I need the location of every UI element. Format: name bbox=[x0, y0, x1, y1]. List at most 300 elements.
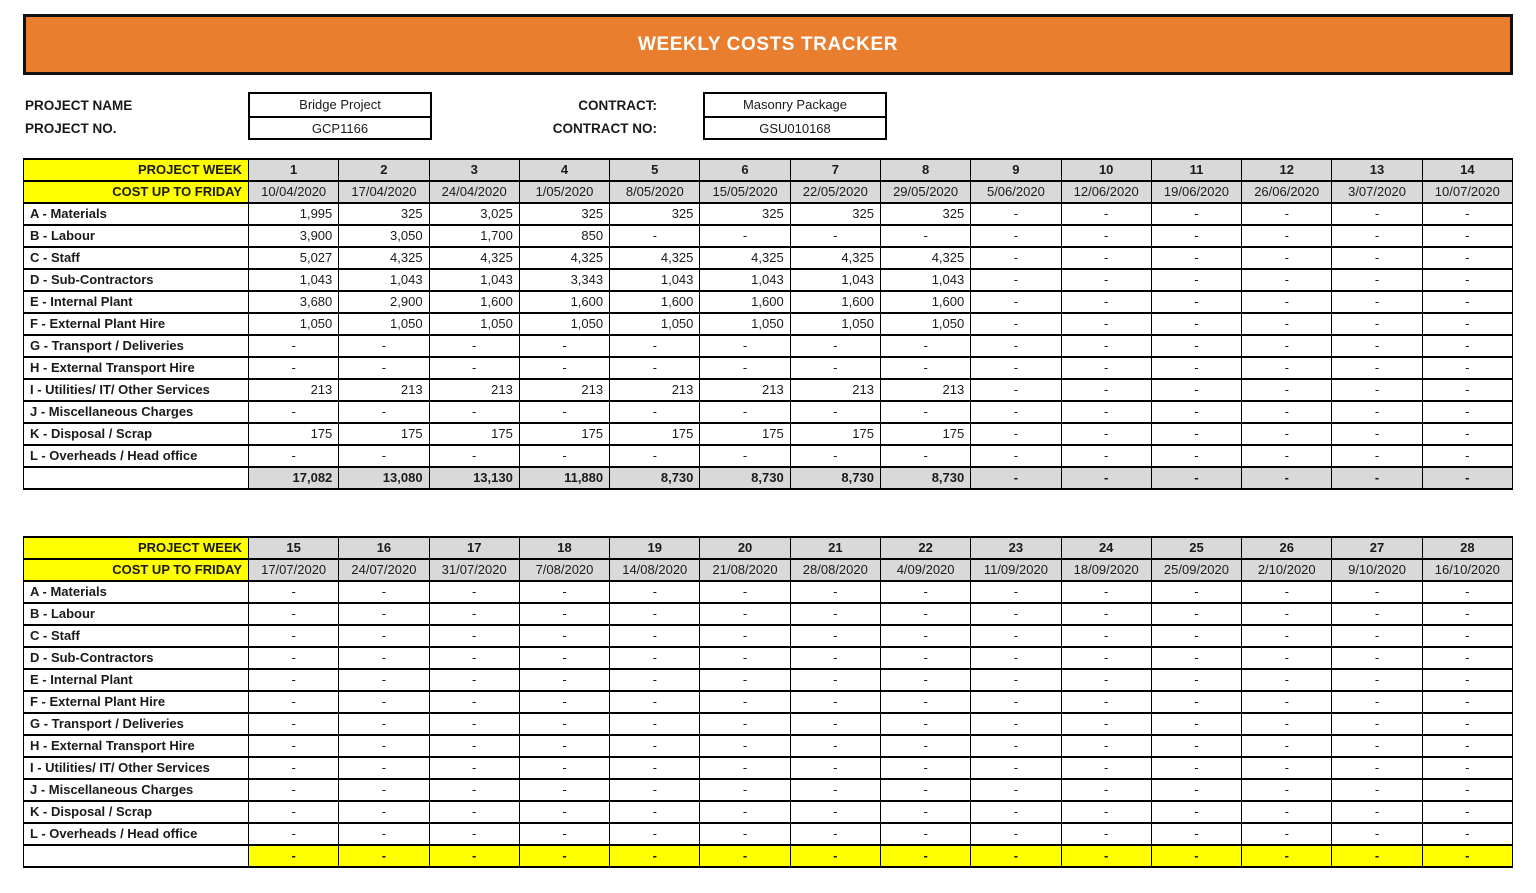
cost-value-cell[interactable]: - bbox=[971, 269, 1061, 291]
cost-value-cell[interactable]: 1,050 bbox=[700, 313, 790, 335]
cost-value-cell[interactable]: - bbox=[1061, 423, 1151, 445]
cost-value-cell[interactable]: 1,043 bbox=[339, 269, 429, 291]
cost-value-cell[interactable]: - bbox=[249, 669, 339, 691]
cost-value-cell[interactable]: 1,050 bbox=[519, 313, 609, 335]
cost-value-cell[interactable]: - bbox=[519, 691, 609, 713]
cost-value-cell[interactable]: 1,043 bbox=[249, 269, 339, 291]
cost-value-cell[interactable]: - bbox=[1242, 313, 1332, 335]
cost-value-cell[interactable]: - bbox=[1332, 779, 1422, 801]
cost-value-cell[interactable]: - bbox=[610, 801, 700, 823]
cost-value-cell[interactable]: 1,600 bbox=[880, 291, 970, 313]
cost-value-cell[interactable]: - bbox=[1151, 757, 1241, 779]
cost-value-cell[interactable]: - bbox=[880, 757, 970, 779]
cost-value-cell[interactable]: - bbox=[1242, 445, 1332, 467]
cost-value-cell[interactable]: - bbox=[1061, 313, 1151, 335]
cost-value-cell[interactable]: - bbox=[1242, 801, 1332, 823]
cost-value-cell[interactable]: - bbox=[339, 801, 429, 823]
cost-value-cell[interactable]: - bbox=[790, 779, 880, 801]
cost-value-cell[interactable]: - bbox=[971, 801, 1061, 823]
cost-value-cell[interactable]: - bbox=[971, 379, 1061, 401]
cost-value-cell[interactable]: - bbox=[1422, 357, 1512, 379]
cost-value-cell[interactable]: - bbox=[1061, 247, 1151, 269]
cost-value-cell[interactable]: - bbox=[519, 401, 609, 423]
cost-value-cell[interactable]: - bbox=[1332, 581, 1422, 603]
cost-value-cell[interactable]: - bbox=[610, 225, 700, 247]
cost-value-cell[interactable]: 213 bbox=[339, 379, 429, 401]
cost-value-cell[interactable]: - bbox=[1422, 225, 1512, 247]
cost-value-cell[interactable]: - bbox=[339, 691, 429, 713]
cost-value-cell[interactable]: - bbox=[880, 669, 970, 691]
cost-value-cell[interactable]: 325 bbox=[790, 203, 880, 225]
cost-value-cell[interactable]: - bbox=[1332, 625, 1422, 647]
cost-value-cell[interactable]: - bbox=[429, 401, 519, 423]
cost-value-cell[interactable]: - bbox=[429, 625, 519, 647]
cost-value-cell[interactable]: 213 bbox=[700, 379, 790, 401]
cost-value-cell[interactable]: - bbox=[1242, 291, 1332, 313]
cost-value-cell[interactable]: - bbox=[339, 735, 429, 757]
cost-value-cell[interactable]: - bbox=[1151, 423, 1241, 445]
cost-value-cell[interactable]: - bbox=[1061, 801, 1151, 823]
cost-value-cell[interactable]: - bbox=[1061, 713, 1151, 735]
cost-value-cell[interactable]: 175 bbox=[790, 423, 880, 445]
cost-value-cell[interactable]: - bbox=[519, 335, 609, 357]
cost-value-cell[interactable]: 4,325 bbox=[519, 247, 609, 269]
cost-value-cell[interactable]: - bbox=[1061, 735, 1151, 757]
cost-value-cell[interactable]: - bbox=[1151, 823, 1241, 845]
cost-value-cell[interactable]: - bbox=[1151, 269, 1241, 291]
cost-value-cell[interactable]: - bbox=[429, 735, 519, 757]
cost-value-cell[interactable]: - bbox=[700, 823, 790, 845]
cost-value-cell[interactable]: - bbox=[1422, 735, 1512, 757]
contract-field[interactable]: Masonry Package bbox=[742, 97, 848, 112]
cost-value-cell[interactable]: - bbox=[610, 713, 700, 735]
cost-value-cell[interactable]: - bbox=[249, 735, 339, 757]
cost-value-cell[interactable]: - bbox=[971, 735, 1061, 757]
cost-value-cell[interactable]: 1,600 bbox=[519, 291, 609, 313]
cost-value-cell[interactable]: - bbox=[610, 823, 700, 845]
cost-value-cell[interactable]: - bbox=[880, 713, 970, 735]
cost-value-cell[interactable]: - bbox=[429, 335, 519, 357]
cost-value-cell[interactable]: 175 bbox=[700, 423, 790, 445]
cost-value-cell[interactable]: - bbox=[429, 823, 519, 845]
cost-value-cell[interactable]: - bbox=[519, 713, 609, 735]
cost-value-cell[interactable]: - bbox=[1151, 625, 1241, 647]
cost-value-cell[interactable]: - bbox=[700, 757, 790, 779]
cost-value-cell[interactable]: - bbox=[1332, 401, 1422, 423]
project-name-field[interactable]: Bridge Project bbox=[299, 97, 381, 112]
cost-value-cell[interactable]: - bbox=[610, 445, 700, 467]
cost-value-cell[interactable]: - bbox=[1332, 647, 1422, 669]
cost-value-cell[interactable]: - bbox=[790, 823, 880, 845]
cost-value-cell[interactable]: - bbox=[790, 647, 880, 669]
cost-value-cell[interactable]: - bbox=[971, 779, 1061, 801]
cost-value-cell[interactable]: 1,995 bbox=[249, 203, 339, 225]
cost-value-cell[interactable]: - bbox=[1242, 713, 1332, 735]
cost-value-cell[interactable]: - bbox=[1061, 823, 1151, 845]
cost-value-cell[interactable]: - bbox=[429, 357, 519, 379]
cost-value-cell[interactable]: - bbox=[700, 603, 790, 625]
cost-value-cell[interactable]: - bbox=[1242, 203, 1332, 225]
cost-value-cell[interactable]: 175 bbox=[880, 423, 970, 445]
cost-value-cell[interactable]: - bbox=[971, 625, 1061, 647]
cost-value-cell[interactable]: - bbox=[249, 357, 339, 379]
cost-value-cell[interactable]: - bbox=[1061, 335, 1151, 357]
cost-value-cell[interactable]: - bbox=[700, 401, 790, 423]
cost-value-cell[interactable]: 213 bbox=[519, 379, 609, 401]
cost-value-cell[interactable]: - bbox=[429, 603, 519, 625]
cost-value-cell[interactable]: - bbox=[1061, 225, 1151, 247]
cost-value-cell[interactable]: - bbox=[880, 625, 970, 647]
cost-value-cell[interactable]: - bbox=[1061, 379, 1151, 401]
cost-value-cell[interactable]: - bbox=[1151, 581, 1241, 603]
cost-value-cell[interactable]: - bbox=[1242, 401, 1332, 423]
cost-value-cell[interactable]: - bbox=[790, 445, 880, 467]
cost-value-cell[interactable]: 175 bbox=[249, 423, 339, 445]
cost-value-cell[interactable]: - bbox=[1332, 757, 1422, 779]
cost-value-cell[interactable]: 1,600 bbox=[700, 291, 790, 313]
cost-value-cell[interactable]: - bbox=[249, 757, 339, 779]
cost-value-cell[interactable]: - bbox=[1422, 581, 1512, 603]
cost-value-cell[interactable]: - bbox=[1151, 779, 1241, 801]
cost-value-cell[interactable]: - bbox=[971, 423, 1061, 445]
cost-value-cell[interactable]: - bbox=[429, 647, 519, 669]
cost-value-cell[interactable]: - bbox=[790, 735, 880, 757]
cost-value-cell[interactable]: - bbox=[700, 691, 790, 713]
cost-value-cell[interactable]: 325 bbox=[880, 203, 970, 225]
cost-value-cell[interactable]: - bbox=[610, 757, 700, 779]
cost-value-cell[interactable]: 1,043 bbox=[880, 269, 970, 291]
cost-value-cell[interactable]: 4,325 bbox=[700, 247, 790, 269]
cost-value-cell[interactable]: - bbox=[339, 823, 429, 845]
cost-value-cell[interactable]: 4,325 bbox=[429, 247, 519, 269]
cost-value-cell[interactable]: - bbox=[249, 713, 339, 735]
cost-value-cell[interactable]: 1,050 bbox=[880, 313, 970, 335]
cost-value-cell[interactable]: - bbox=[790, 625, 880, 647]
cost-value-cell[interactable]: - bbox=[249, 581, 339, 603]
cost-value-cell[interactable]: 4,325 bbox=[790, 247, 880, 269]
cost-value-cell[interactable]: - bbox=[700, 225, 790, 247]
cost-value-cell[interactable]: - bbox=[249, 603, 339, 625]
cost-value-cell[interactable]: - bbox=[519, 625, 609, 647]
cost-value-cell[interactable]: 175 bbox=[519, 423, 609, 445]
cost-value-cell[interactable]: - bbox=[1332, 735, 1422, 757]
cost-value-cell[interactable]: - bbox=[249, 779, 339, 801]
cost-value-cell[interactable]: - bbox=[700, 357, 790, 379]
cost-value-cell[interactable]: - bbox=[880, 735, 970, 757]
cost-value-cell[interactable]: - bbox=[1242, 379, 1332, 401]
cost-value-cell[interactable]: - bbox=[519, 445, 609, 467]
cost-value-cell[interactable]: 175 bbox=[610, 423, 700, 445]
cost-value-cell[interactable]: - bbox=[610, 669, 700, 691]
cost-value-cell[interactable]: - bbox=[1332, 423, 1422, 445]
cost-value-cell[interactable]: - bbox=[519, 823, 609, 845]
cost-value-cell[interactable]: - bbox=[790, 801, 880, 823]
cost-value-cell[interactable]: - bbox=[610, 735, 700, 757]
cost-value-cell[interactable]: - bbox=[1332, 203, 1422, 225]
cost-value-cell[interactable]: 1,050 bbox=[249, 313, 339, 335]
cost-value-cell[interactable]: - bbox=[1422, 291, 1512, 313]
cost-value-cell[interactable]: - bbox=[1422, 247, 1512, 269]
cost-value-cell[interactable]: - bbox=[1242, 581, 1332, 603]
cost-value-cell[interactable]: - bbox=[700, 713, 790, 735]
cost-value-cell[interactable]: - bbox=[249, 647, 339, 669]
cost-value-cell[interactable]: 1,043 bbox=[790, 269, 880, 291]
cost-value-cell[interactable]: - bbox=[700, 445, 790, 467]
cost-value-cell[interactable]: - bbox=[610, 647, 700, 669]
cost-value-cell[interactable]: - bbox=[429, 581, 519, 603]
cost-value-cell[interactable]: 850 bbox=[519, 225, 609, 247]
cost-value-cell[interactable]: - bbox=[700, 779, 790, 801]
cost-value-cell[interactable]: 213 bbox=[249, 379, 339, 401]
cost-value-cell[interactable]: - bbox=[429, 669, 519, 691]
cost-value-cell[interactable]: - bbox=[1151, 313, 1241, 335]
cost-value-cell[interactable]: - bbox=[880, 357, 970, 379]
cost-value-cell[interactable]: - bbox=[1242, 423, 1332, 445]
cost-value-cell[interactable]: 1,600 bbox=[429, 291, 519, 313]
cost-value-cell[interactable]: - bbox=[1332, 445, 1422, 467]
cost-value-cell[interactable]: - bbox=[339, 603, 429, 625]
cost-value-cell[interactable]: - bbox=[1332, 691, 1422, 713]
cost-value-cell[interactable]: 1,043 bbox=[429, 269, 519, 291]
cost-value-cell[interactable]: - bbox=[1242, 757, 1332, 779]
cost-value-cell[interactable]: - bbox=[880, 581, 970, 603]
cost-value-cell[interactable]: - bbox=[249, 801, 339, 823]
cost-value-cell[interactable]: - bbox=[971, 357, 1061, 379]
cost-value-cell[interactable]: - bbox=[971, 757, 1061, 779]
cost-value-cell[interactable]: - bbox=[1422, 313, 1512, 335]
cost-value-cell[interactable]: 1,600 bbox=[790, 291, 880, 313]
cost-value-cell[interactable]: - bbox=[610, 779, 700, 801]
cost-value-cell[interactable]: - bbox=[1332, 669, 1422, 691]
cost-value-cell[interactable]: - bbox=[249, 335, 339, 357]
cost-value-cell[interactable]: - bbox=[339, 779, 429, 801]
cost-value-cell[interactable]: - bbox=[790, 669, 880, 691]
cost-value-cell[interactable]: - bbox=[249, 401, 339, 423]
cost-value-cell[interactable]: - bbox=[880, 801, 970, 823]
cost-value-cell[interactable]: - bbox=[1151, 401, 1241, 423]
cost-value-cell[interactable]: - bbox=[429, 757, 519, 779]
cost-value-cell[interactable]: - bbox=[1332, 313, 1422, 335]
cost-value-cell[interactable]: - bbox=[519, 581, 609, 603]
cost-value-cell[interactable]: 325 bbox=[339, 203, 429, 225]
cost-value-cell[interactable]: - bbox=[1242, 823, 1332, 845]
cost-value-cell[interactable]: - bbox=[1422, 203, 1512, 225]
cost-value-cell[interactable]: - bbox=[1061, 291, 1151, 313]
cost-value-cell[interactable]: 325 bbox=[519, 203, 609, 225]
cost-value-cell[interactable]: - bbox=[1422, 379, 1512, 401]
cost-value-cell[interactable]: - bbox=[249, 823, 339, 845]
cost-value-cell[interactable]: - bbox=[1242, 357, 1332, 379]
cost-value-cell[interactable]: - bbox=[880, 225, 970, 247]
cost-value-cell[interactable]: 325 bbox=[700, 203, 790, 225]
cost-value-cell[interactable]: - bbox=[700, 581, 790, 603]
cost-value-cell[interactable]: - bbox=[339, 335, 429, 357]
cost-value-cell[interactable]: - bbox=[1242, 603, 1332, 625]
cost-value-cell[interactable]: - bbox=[880, 335, 970, 357]
cost-value-cell[interactable]: 1,050 bbox=[610, 313, 700, 335]
cost-value-cell[interactable]: - bbox=[1151, 291, 1241, 313]
cost-value-cell[interactable]: - bbox=[610, 357, 700, 379]
cost-value-cell[interactable]: - bbox=[700, 625, 790, 647]
cost-value-cell[interactable]: - bbox=[1061, 401, 1151, 423]
cost-value-cell[interactable]: - bbox=[519, 357, 609, 379]
cost-value-cell[interactable]: - bbox=[1332, 247, 1422, 269]
cost-value-cell[interactable]: 213 bbox=[790, 379, 880, 401]
cost-value-cell[interactable]: - bbox=[1422, 603, 1512, 625]
cost-value-cell[interactable]: - bbox=[519, 647, 609, 669]
cost-value-cell[interactable]: - bbox=[1061, 269, 1151, 291]
cost-value-cell[interactable]: - bbox=[1332, 335, 1422, 357]
cost-value-cell[interactable]: - bbox=[1151, 713, 1241, 735]
cost-value-cell[interactable]: - bbox=[1332, 801, 1422, 823]
cost-value-cell[interactable]: - bbox=[971, 335, 1061, 357]
cost-value-cell[interactable]: - bbox=[1151, 735, 1241, 757]
cost-value-cell[interactable]: - bbox=[1151, 247, 1241, 269]
cost-value-cell[interactable]: 213 bbox=[880, 379, 970, 401]
cost-value-cell[interactable]: - bbox=[880, 779, 970, 801]
cost-value-cell[interactable]: - bbox=[610, 581, 700, 603]
contract-no-field[interactable]: GSU010168 bbox=[705, 116, 885, 138]
cost-value-cell[interactable]: - bbox=[519, 669, 609, 691]
cost-value-cell[interactable]: - bbox=[971, 823, 1061, 845]
cost-value-cell[interactable]: - bbox=[790, 713, 880, 735]
cost-value-cell[interactable]: - bbox=[880, 823, 970, 845]
cost-value-cell[interactable]: - bbox=[1242, 247, 1332, 269]
cost-value-cell[interactable]: 175 bbox=[339, 423, 429, 445]
cost-value-cell[interactable]: - bbox=[1422, 445, 1512, 467]
cost-value-cell[interactable]: - bbox=[1061, 757, 1151, 779]
cost-value-cell[interactable]: - bbox=[790, 401, 880, 423]
cost-value-cell[interactable]: 3,680 bbox=[249, 291, 339, 313]
cost-value-cell[interactable]: - bbox=[339, 669, 429, 691]
cost-value-cell[interactable]: - bbox=[790, 603, 880, 625]
cost-value-cell[interactable]: 3,343 bbox=[519, 269, 609, 291]
cost-value-cell[interactable]: - bbox=[1242, 691, 1332, 713]
cost-value-cell[interactable]: - bbox=[971, 669, 1061, 691]
cost-value-cell[interactable]: - bbox=[1151, 203, 1241, 225]
cost-value-cell[interactable]: - bbox=[1422, 269, 1512, 291]
cost-value-cell[interactable]: 3,050 bbox=[339, 225, 429, 247]
cost-value-cell[interactable]: 1,600 bbox=[610, 291, 700, 313]
cost-value-cell[interactable]: 213 bbox=[429, 379, 519, 401]
cost-value-cell[interactable]: - bbox=[1332, 269, 1422, 291]
cost-value-cell[interactable]: - bbox=[610, 625, 700, 647]
cost-value-cell[interactable]: - bbox=[610, 603, 700, 625]
cost-value-cell[interactable]: - bbox=[249, 445, 339, 467]
cost-value-cell[interactable]: - bbox=[1151, 801, 1241, 823]
cost-value-cell[interactable]: - bbox=[339, 357, 429, 379]
cost-value-cell[interactable]: 3,025 bbox=[429, 203, 519, 225]
cost-value-cell[interactable]: - bbox=[1061, 779, 1151, 801]
cost-value-cell[interactable]: - bbox=[610, 335, 700, 357]
cost-value-cell[interactable]: - bbox=[971, 445, 1061, 467]
cost-value-cell[interactable]: - bbox=[971, 291, 1061, 313]
cost-value-cell[interactable]: - bbox=[971, 203, 1061, 225]
cost-value-cell[interactable]: - bbox=[1332, 713, 1422, 735]
cost-value-cell[interactable]: - bbox=[1151, 445, 1241, 467]
cost-value-cell[interactable]: - bbox=[339, 757, 429, 779]
cost-value-cell[interactable]: - bbox=[1422, 401, 1512, 423]
cost-value-cell[interactable]: - bbox=[1422, 779, 1512, 801]
cost-value-cell[interactable]: - bbox=[339, 445, 429, 467]
cost-value-cell[interactable]: 4,325 bbox=[880, 247, 970, 269]
cost-value-cell[interactable]: - bbox=[700, 647, 790, 669]
cost-value-cell[interactable]: - bbox=[429, 713, 519, 735]
cost-value-cell[interactable]: - bbox=[971, 313, 1061, 335]
cost-value-cell[interactable]: 2,900 bbox=[339, 291, 429, 313]
cost-value-cell[interactable]: - bbox=[880, 691, 970, 713]
cost-value-cell[interactable]: - bbox=[880, 647, 970, 669]
cost-value-cell[interactable]: - bbox=[1151, 647, 1241, 669]
cost-value-cell[interactable]: - bbox=[1422, 801, 1512, 823]
cost-value-cell[interactable]: - bbox=[1061, 669, 1151, 691]
cost-value-cell[interactable]: - bbox=[519, 603, 609, 625]
cost-value-cell[interactable]: - bbox=[1061, 625, 1151, 647]
cost-value-cell[interactable]: - bbox=[1061, 603, 1151, 625]
cost-value-cell[interactable]: 1,043 bbox=[700, 269, 790, 291]
cost-value-cell[interactable]: - bbox=[1061, 691, 1151, 713]
cost-value-cell[interactable]: - bbox=[339, 581, 429, 603]
cost-value-cell[interactable]: - bbox=[1422, 823, 1512, 845]
cost-value-cell[interactable]: - bbox=[1332, 603, 1422, 625]
cost-value-cell[interactable]: - bbox=[1242, 779, 1332, 801]
cost-value-cell[interactable]: - bbox=[1242, 625, 1332, 647]
cost-value-cell[interactable]: - bbox=[790, 357, 880, 379]
cost-value-cell[interactable]: - bbox=[1332, 291, 1422, 313]
cost-value-cell[interactable]: - bbox=[1332, 823, 1422, 845]
cost-value-cell[interactable]: 5,027 bbox=[249, 247, 339, 269]
cost-value-cell[interactable]: - bbox=[519, 757, 609, 779]
cost-value-cell[interactable]: - bbox=[429, 445, 519, 467]
cost-value-cell[interactable]: - bbox=[1242, 669, 1332, 691]
cost-value-cell[interactable]: - bbox=[1332, 379, 1422, 401]
cost-value-cell[interactable]: - bbox=[429, 691, 519, 713]
cost-value-cell[interactable]: - bbox=[519, 801, 609, 823]
cost-value-cell[interactable]: 4,325 bbox=[339, 247, 429, 269]
cost-value-cell[interactable]: - bbox=[339, 713, 429, 735]
cost-value-cell[interactable]: - bbox=[790, 335, 880, 357]
cost-value-cell[interactable]: - bbox=[610, 401, 700, 423]
cost-value-cell[interactable]: - bbox=[1151, 669, 1241, 691]
cost-value-cell[interactable]: - bbox=[971, 247, 1061, 269]
cost-value-cell[interactable]: - bbox=[1422, 647, 1512, 669]
cost-value-cell[interactable]: - bbox=[880, 603, 970, 625]
cost-value-cell[interactable]: - bbox=[971, 647, 1061, 669]
cost-value-cell[interactable]: - bbox=[1422, 691, 1512, 713]
cost-value-cell[interactable]: 1,700 bbox=[429, 225, 519, 247]
cost-value-cell[interactable]: - bbox=[700, 735, 790, 757]
cost-value-cell[interactable]: - bbox=[1151, 603, 1241, 625]
cost-value-cell[interactable]: 1,050 bbox=[790, 313, 880, 335]
project-no-field[interactable]: GCP1166 bbox=[250, 116, 430, 138]
cost-value-cell[interactable]: - bbox=[1422, 713, 1512, 735]
cost-value-cell[interactable]: - bbox=[1422, 335, 1512, 357]
cost-value-cell[interactable]: - bbox=[1422, 669, 1512, 691]
cost-value-cell[interactable]: - bbox=[339, 625, 429, 647]
cost-value-cell[interactable]: - bbox=[1061, 581, 1151, 603]
cost-value-cell[interactable]: - bbox=[519, 735, 609, 757]
cost-value-cell[interactable]: - bbox=[1151, 357, 1241, 379]
cost-value-cell[interactable]: - bbox=[1242, 225, 1332, 247]
cost-value-cell[interactable]: - bbox=[1242, 335, 1332, 357]
cost-value-cell[interactable]: 213 bbox=[610, 379, 700, 401]
cost-value-cell[interactable]: - bbox=[880, 445, 970, 467]
cost-value-cell[interactable]: - bbox=[519, 779, 609, 801]
cost-value-cell[interactable]: - bbox=[1242, 735, 1332, 757]
cost-value-cell[interactable]: - bbox=[1422, 757, 1512, 779]
cost-value-cell[interactable]: - bbox=[700, 335, 790, 357]
cost-value-cell[interactable]: 1,043 bbox=[610, 269, 700, 291]
